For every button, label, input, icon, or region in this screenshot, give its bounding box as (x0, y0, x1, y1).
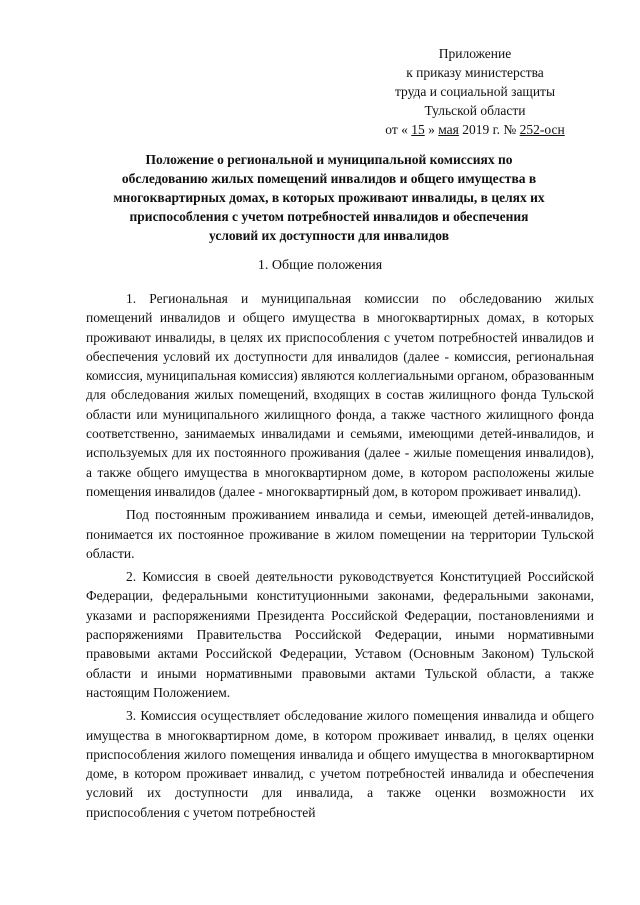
title-line: условий их доступности для инвалидов (209, 228, 449, 243)
paragraph-1: 1. Региональная и муниципальная комиссии по обследованию жилых помещений инвалидов и общего имущества в многоквартирных домах, в которых проживают инвалиды, в целях их приспособления с учетом потребностей инвалидов и обеспечения условий их доступности для инвалидов (далее - комиссия, региональная комиссия, муниципальная комиссия) являются коллегиальными органом, образованным для обследования жилых помещений, входящих в состав жилищного фонда Тульской области или муниципального жилищного фонда, а также частного жилищного фонда соответственно, занимаемых инвалидами и семьями, имеющими детей-инвалидов, и используемых для их постоянного проживания (далее - жилые помещения инвалидов), а также общего имущества в многоквартирном доме, в котором расположены жилые помещения инвалидов (далее - многоквартирный дом, в котором проживает инвалид). (86, 291, 594, 499)
appendix-line: труда и социальной защиты (394, 84, 556, 99)
date-month: мая (438, 122, 459, 137)
date-day: 15 (411, 122, 425, 137)
paragraph-4: 3. Комиссия осуществляет обследование жилого помещения инвалида и общего имущества в многоквартирном доме, в котором проживает инвалид, в целях оценки приспособления жилого помещения инвалида и общего имущества в многоквартирном доме, в котором проживает инвалид, с учетом потребностей инвалида и обеспечения условий их доступности для инвалида, а также оценки возможности их приспособления с учетом потребностей (86, 708, 594, 820)
date-prefix: от « (385, 122, 408, 137)
date-separator: » (428, 122, 435, 137)
document-title (76, 150, 582, 245)
order-number: 252-осн (519, 122, 565, 137)
document-body (86, 289, 594, 826)
appendix-header (340, 44, 610, 139)
paragraph-3: 2. Комиссия в своей деятельности руководствуется Конституцией Российской Федерации, федеральными конституционными законами, федеральными законами, указами и распоряжениями Президента Российской Федерации, постановлениями и распоряжениями Правительства Российской Федерации, иными нормативными правовыми актами Российской Федерации, Уставом (Основным Законом) Тульской области и иными нормативными правовыми актами Тульской области, а также настоящим Положением. (86, 569, 594, 700)
section-heading: 1. Общие положения (257, 258, 383, 273)
appendix-line: Тульской области (424, 103, 526, 118)
appendix-date-line (340, 120, 610, 139)
title-line: Положение о региональной и муниципальной комиссиях по (145, 152, 513, 167)
date-year-number-label: 2019 г. № (462, 122, 517, 137)
title-line: приспособления с учетом потребностей инвалидов и обеспечения (129, 209, 529, 224)
paragraph-2: Под постоянным проживанием инвалида и семьи, имеющей детей-инвалидов, понимается их постоянное проживание в жилом помещении на территории Тульской области. (86, 507, 594, 561)
appendix-line: Приложение (438, 46, 512, 61)
title-line: многоквартирных домах, в которых проживают инвалиды, в целях их (113, 190, 545, 205)
title-line: обследованию жилых помещений инвалидов и общего имущества в (121, 171, 537, 186)
appendix-line: к приказу министерства (406, 65, 544, 80)
